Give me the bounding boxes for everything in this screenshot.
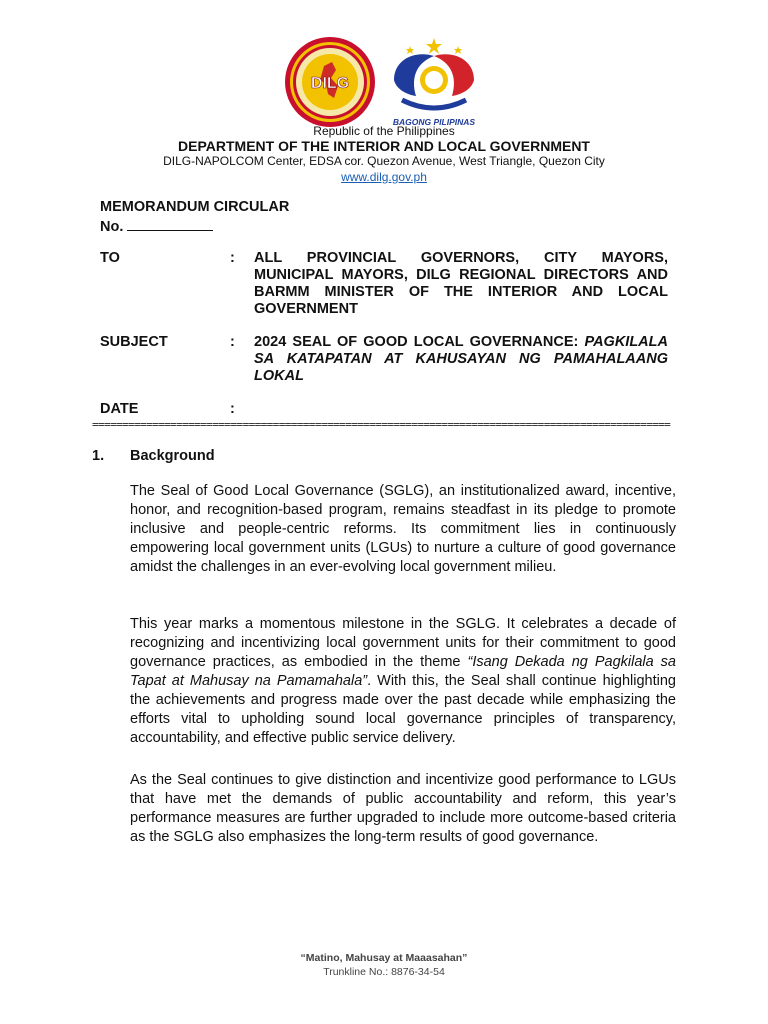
bagong-pilipinas-logo-icon [388,36,480,128]
website-link-text[interactable]: www.dilg.gov.ph [341,170,427,184]
paragraph-3: As the Seal continues to give distinction and incentivize good performance to LGUs that have met the demands of public accountability and reform, this year’s performance measures are further upgraded to include more outcome-based criteria as the SGLG also emphasizes the long-term results of good governance. [130,772,676,845]
header-logos [0,36,768,132]
footer-motto: “Matino, Mahusay at Maaasahan” [300,952,468,964]
subject-colon: : [230,334,235,350]
subject-value-italic: PAGKILALA SA KATAPATAN AT KAHUSAYAN NG PAMAHALAANG LOKAL [254,334,668,384]
dilg-seal-icon [284,36,376,128]
section-number: 1. [92,448,105,464]
memo-number [100,217,289,237]
to-value: ALL PROVINCIAL GOVERNORS, CITY MAYORS, MUNICIPAL MAYORS, DILG REGIONAL DIRECTORS AND BARMM MINISTER OF THE INTERIOR AND LOCAL GOVERNMENT [254,250,668,317]
date-label: DATE [100,401,139,417]
subject-value-plain: 2024 SEAL OF GOOD LOCAL GOVERNANCE: [254,334,579,350]
memo-number-label: No. [100,219,124,235]
header-website-link[interactable] [0,170,768,184]
paragraph-2-part-a: This year marks a momentous milestone in the SGLG. It celebrates a decade of recognizing and incentivizing local government units for their commitment to good governance practices, as embodied in the theme [130,616,676,670]
memo-title: MEMORANDUM CIRCULAR [100,199,290,215]
dilg-seal-text: DILG [310,75,350,92]
footer-trunkline: Trunkline No.: 8876-34-54 [323,966,445,978]
header-address: DILG-NAPOLCOM Center, EDSA cor. Quezon Avenue, West Triangle, Quezon City [163,154,605,168]
to-label: TO [100,250,120,266]
bagong-pilipinas-text: BAGONG PILIPINAS [392,117,476,127]
header-department: DEPARTMENT OF THE INTERIOR AND LOCAL GOVERNMENT [178,138,590,154]
paragraph-2 [130,615,676,748]
to-colon: : [230,250,235,266]
memo-number-blank [127,217,213,231]
section-title: Background [130,448,215,464]
memo-heading [100,198,289,237]
paragraph-2-part-b: . With this, the Seal shall continue highlighting the achievements and progress made over the past decade while emphasizing the efforts vital to upholding sound local governance principles of transparency, accountability, and effective public service delivery. [130,673,676,746]
subject-label: SUBJECT [100,334,168,350]
header-republic: Republic of the Philippines [313,124,455,138]
divider-line: ================================================================================================ [92,418,671,431]
paragraph-1: The Seal of Good Local Governance (SGLG), an institutionalized award, incentive, honor, and recognition-based program, remains steadfast in its pledge to promote inclusive and people-centric reforms. Its commitment lies in continuously empowering local government units (LGUs) to nurture a culture of good governance amidst the challenges in an ever-evolving local government milieu. [130,483,676,575]
paragraph-2-theme: “Isang Dekada ng Pagkilala sa Tapat at Mahusay na Pamamahala” [130,654,676,689]
subject-value [254,334,668,385]
date-colon: : [230,401,235,417]
